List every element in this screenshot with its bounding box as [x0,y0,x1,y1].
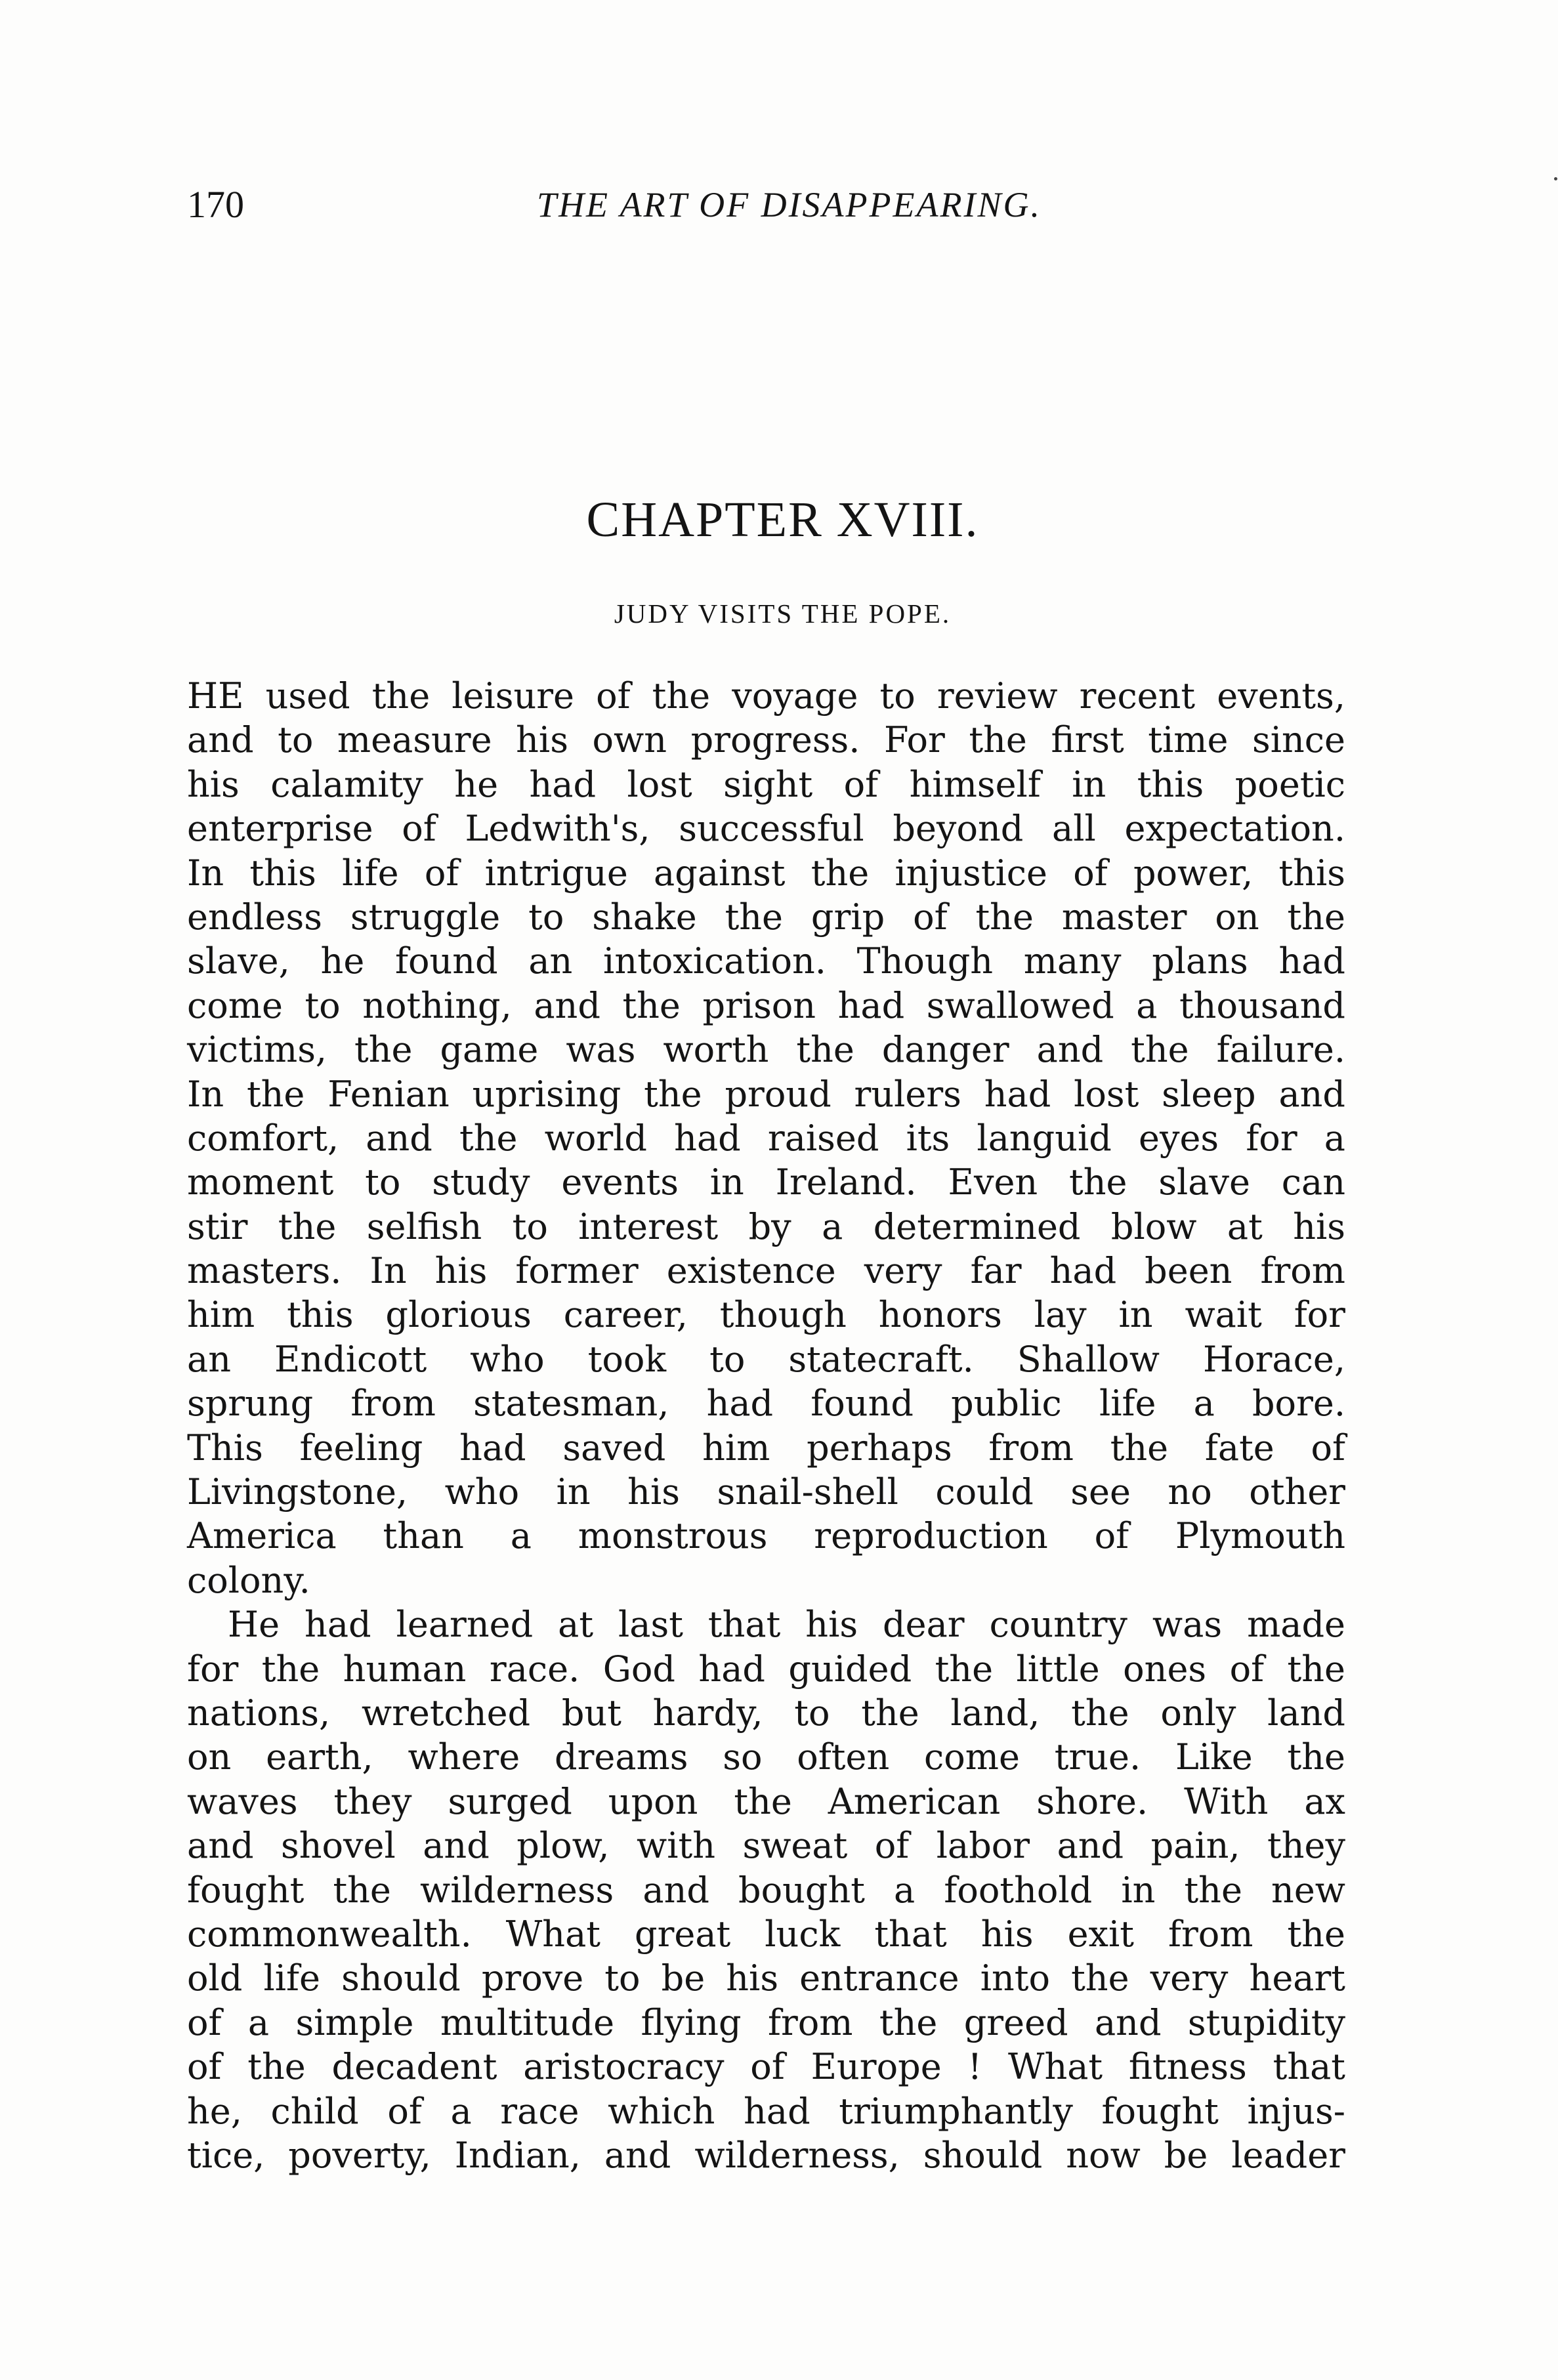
text-line: and shovel and plow, with sweat of labor and pain, they [187,1825,1345,1867]
running-title: THE ART OF DISAPPEARING. [537,185,1042,224]
stray-ink-dot [1554,177,1557,180]
text-line: comfort, and the world had raised its languid eyes for a [187,1117,1345,1159]
text-line: he, child of a race which had triumphantly fought injus- [187,2090,1345,2132]
text-line: and to measure his own progress. For the first time since [187,719,1345,761]
text-line: masters. In his former existence very far had been from [187,1250,1345,1292]
text-line: endless struggle to shake the grip of the master on the [187,896,1345,938]
text-line: his calamity he had lost sight of himself in this poetic [187,763,1345,805]
text-line: commonwealth. What great luck that his exit from the [187,1913,1345,1955]
text-line: sprung from statesman, had found public life a bore. [187,1383,1345,1425]
page-number: 170 [187,183,244,226]
text-line: HE used the leisure of the voyage to review recent events, [187,675,1345,717]
running-head [187,178,1345,231]
text-line: Livingstone, who in his snail-shell could see no other [187,1471,1345,1513]
text-line: enterprise of Ledwith's, successful beyond all expectation. [187,808,1345,850]
text-line: fought the wilderness and bought a foothold in the new [187,1869,1345,1911]
body-text [187,674,1345,2177]
text-line: old life should prove to be his entrance into the very heart [187,1957,1345,1999]
text-line: America than a monstrous reproduction of Plymouth [187,1515,1345,1557]
text-line: In the Fenian uprising the proud rulers had lost sleep and [187,1073,1345,1115]
text-line: waves they surged upon the American shore. With ax [187,1780,1345,1822]
chapter-title: CHAPTER XVIII. [586,492,979,547]
text-line: slave, he found an intoxication. Though many plans had [187,940,1345,982]
text-line: tice, poverty, Indian, and wilderness, should now be leader [187,2134,1345,2176]
text-line: colony. [187,1559,310,1601]
text-line: In this life of intrigue against the injustice of power, this [187,852,1345,894]
text-line: victims, the game was worth the danger and the failure. [187,1029,1345,1071]
text-line: of a simple multitude flying from the greed and stupidity [187,2001,1345,2043]
chapter-subtitle: JUDY VISITS THE POPE. [614,598,952,629]
text-line: on earth, where dreams so often come true. Like the [187,1736,1345,1778]
text-line: an Endicott who took to statecraft. Shallow Horace, [187,1338,1345,1380]
text-line: for the human race. God had guided the little ones of the [187,1648,1345,1690]
text-line: nations, wretched but hardy, to the land, the only land [187,1692,1345,1734]
text-line: He had learned at last that his dear country was made [228,1604,1345,1646]
text-line: him this glorious career, though honors lay in wait for [187,1294,1345,1336]
text-line: moment to study events in Ireland. Even the slave can [187,1161,1345,1203]
text-line: of the decadent aristocracy of Europe ! What fitness that [187,2046,1345,2088]
text-line: come to nothing, and the prison had swallowed a thousand [187,984,1345,1026]
text-line: stir the selfish to interest by a determined blow at his [187,1205,1345,1247]
text-line: This feeling had saved him perhaps from the fate of [187,1427,1345,1469]
